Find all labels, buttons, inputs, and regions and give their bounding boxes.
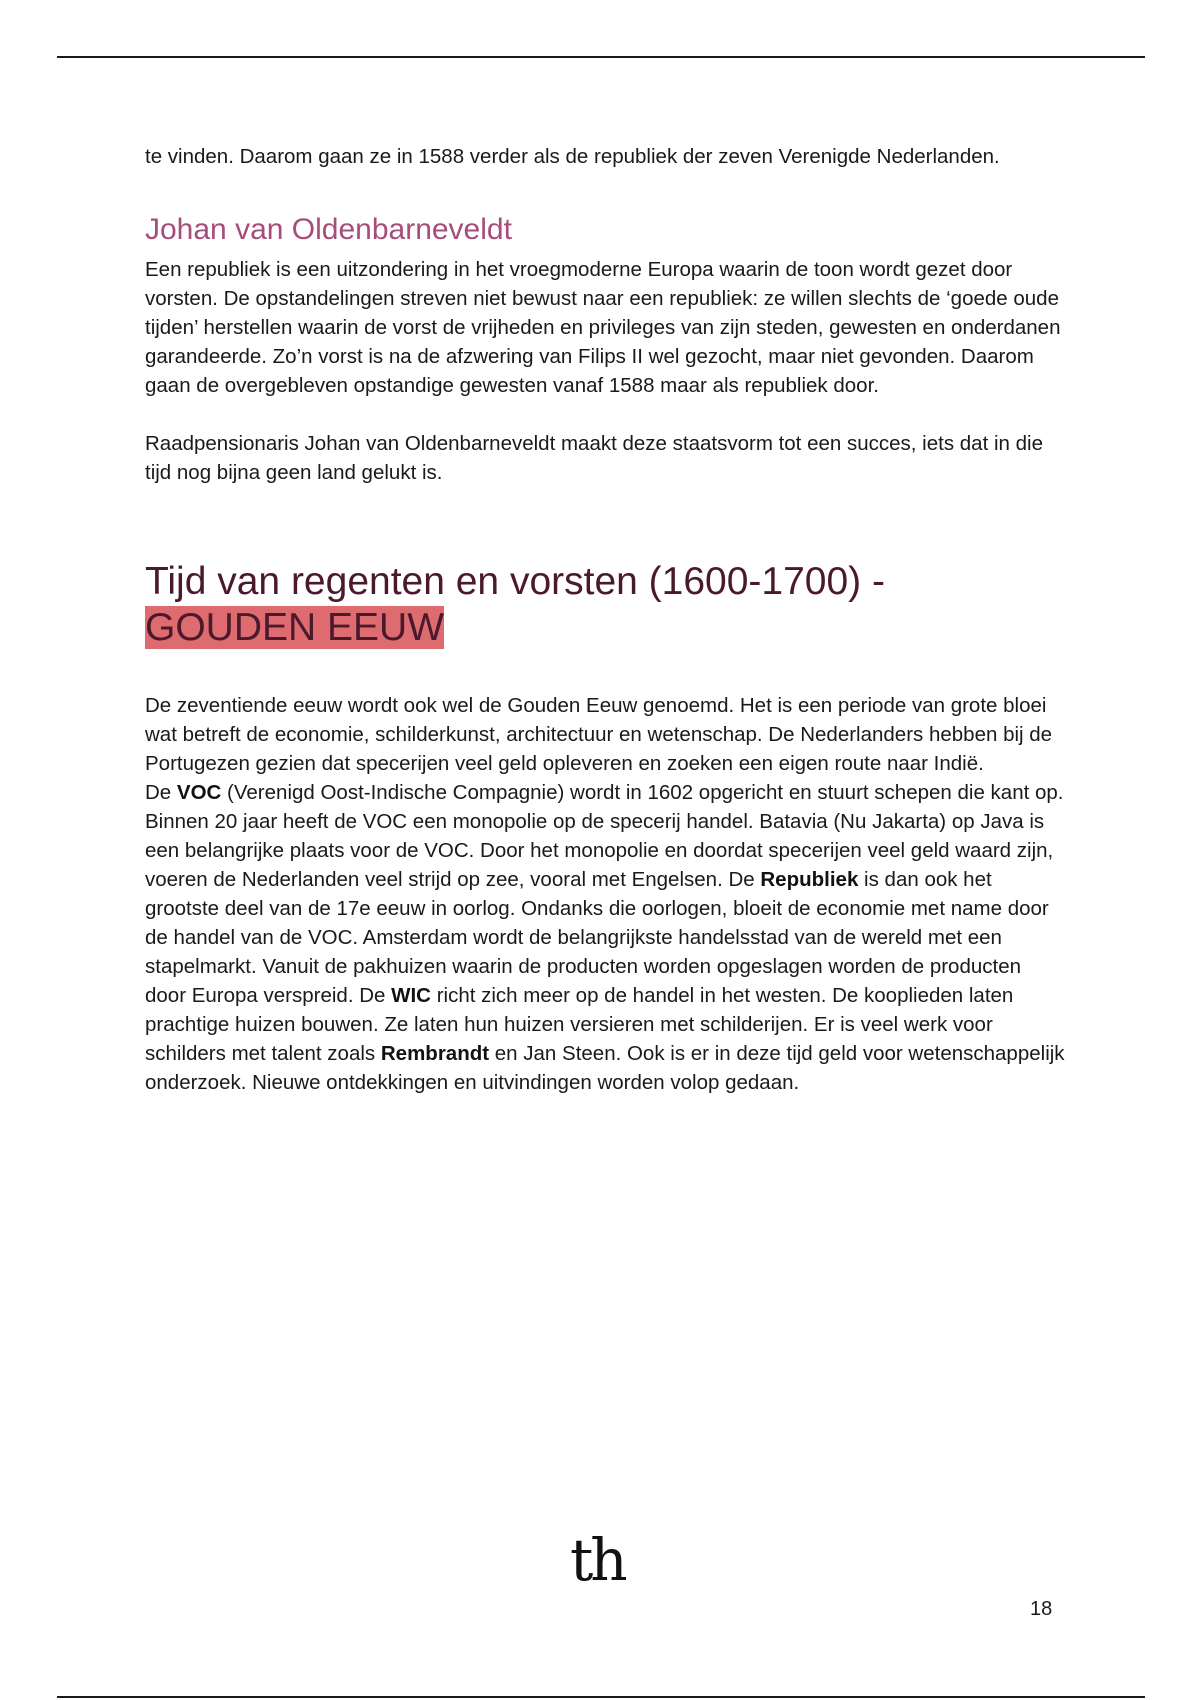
voc-term: VOC [176,781,222,804]
bottom-rule [57,1696,1145,1698]
intro-paragraph: te vinden. Daarom gaan ze in 1588 verder als de republiek der zeven Verenigde Nederlanden. [145,145,1000,168]
republiek-term: Republiek [760,868,859,891]
rembrandt-term: Rembrandt [380,1042,490,1065]
th-logo: th [570,1526,625,1594]
section-title-text: Tijd van regenten en vorsten (1600-1700) - [145,560,885,603]
subsection-paragraph-1: Een republiek is een uitzondering in het vroegmoderne Europa waarin de toon wordt gezet door vorsten. De opstandelingen streven niet bewust naar een republiek: ze willen slechts de ‘goede oude tijden’ herstellen waarin de vorst de vrijheden en privileges van zijn steden, gewesten en onderdanen garandeerde. Zo’n vorst is na de afzwering van Filips II wel gezocht, maar niet gevonden. Daarom gaan de overgebleven opstandige gewesten vanaf 1588 maar als republiek door. [145,258,1061,397]
p2-part-e: en Jan Steen. Ook is er in deze tijd geld voor wetenschappelijk onderzoek. Nieuwe ontdekkingen en uitvindingen worden volop gedaan. [145,1042,1065,1094]
subsection-heading: Johan van Oldenbarneveldt [145,213,512,246]
section-title-highlight: GOUDEN EEUW [145,606,445,649]
subsection-paragraph-2: Raadpensionaris Johan van Oldenbarneveldt maakt deze staatsvorm tot een succes, iets dat in die tijd nog bijna geen land gelukt is. [145,432,1043,484]
p2-part-b: (Verenigd Oost-Indische Compagnie) wordt in 1602 opgericht en stuurt schepen die kant op. Binnen 20 jaar heeft de VOC een monopolie op de specerij handel. Batavia (Nu Jakarta) op Java is een belangrijke plaats voor de VOC. Door het monopolie en doordat specerijen veel geld waard zijn, voeren de Nederlanden veel strijd op zee, vooral met Engelsen. De [145,781,1064,891]
p2-part-a: De [145,781,177,804]
section-paragraph-1: De zeventiende eeuw wordt ook wel de Gouden Eeuw genoemd. Het is een periode van grote bloei wat betreft de economie, schilderkunst, architectuur en wetenschap. De Nederlanders hebben bij de Portugezen gezien dat specerijen veel geld opleveren en zoeken een eigen route naar Indië. [145,694,1053,775]
section-paragraph-2 [145,778,1065,1097]
page-number: 18 [1030,1598,1053,1620]
wic-term: WIC [391,984,431,1007]
top-rule [57,56,1145,58]
page-content [145,142,1065,1097]
p2-part-c: is dan ook het grootste deel van de 17e eeuw in oorlog. Ondanks die oorlogen, bloeit de economie met name door de handel van de VOC. Amsterdam wordt de belangrijkste handelsstad van de wereld met een stapelmarkt. Vanuit de pakhuizen waarin de producten worden opgeslagen worden de producten door Europa verspreid. De [145,868,1049,1007]
section-title [145,559,1065,651]
p2-part-d: richt zich meer op de handel in het westen. De kooplieden laten prachtige huizen bouwen. Ze laten hun huizen versieren met schilderijen. Er is veel werk voor schilders met talent zoals [145,984,1014,1065]
section-body [145,691,1065,1097]
